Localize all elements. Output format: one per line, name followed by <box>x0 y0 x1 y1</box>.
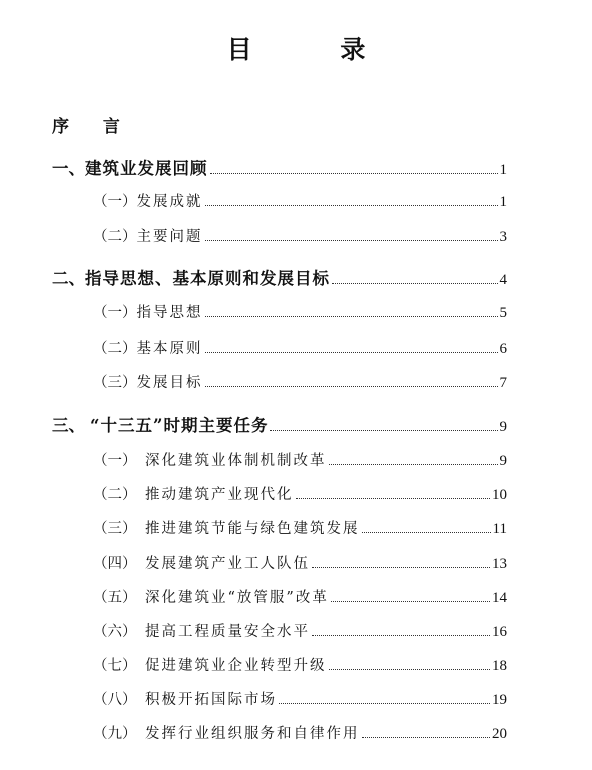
dot-leader <box>279 703 490 704</box>
toc-text: 深化建筑业“放管服”改革 <box>145 590 329 606</box>
toc-entry-3-3[interactable] <box>93 517 507 538</box>
toc-text: 发挥行业组织服务和自律作用 <box>145 726 360 742</box>
dot-leader <box>312 567 490 568</box>
toc-number: （五） <box>93 590 137 606</box>
dot-leader <box>205 386 498 387</box>
dot-leader <box>332 283 498 284</box>
toc-text: 积极开拓国际市场 <box>145 692 277 708</box>
toc-page-number: 9 <box>499 453 507 469</box>
toc-page-number: 18 <box>492 658 507 674</box>
toc-text: 推动建筑产业现代化 <box>145 487 294 503</box>
toc-entry-2-2[interactable] <box>93 337 507 358</box>
toc-entry-3-5[interactable] <box>93 586 507 607</box>
toc-page-number: 20 <box>492 726 507 742</box>
toc-entry-section-2[interactable] <box>52 265 507 289</box>
dot-leader <box>205 352 498 353</box>
toc-number: （三） <box>93 375 137 391</box>
toc-number: （九） <box>93 726 137 742</box>
preface-heading: 序 言 <box>52 117 134 137</box>
toc-page-number: 7 <box>499 375 507 391</box>
toc-entry-3-6[interactable] <box>93 620 507 641</box>
toc-text: 主要问题 <box>136 229 203 245</box>
toc-page-number: 9 <box>499 419 507 435</box>
toc-text: 促进建筑业企业转型升级 <box>145 658 327 674</box>
toc-entry-1-2[interactable] <box>93 225 507 246</box>
toc-entry-section-1[interactable] <box>52 155 507 179</box>
toc-number: （二） <box>93 487 137 503</box>
dot-leader <box>362 737 491 738</box>
toc-page-number: 6 <box>499 341 507 357</box>
dot-leader <box>296 498 491 499</box>
toc-number: （三） <box>93 521 137 537</box>
toc-page-number: 3 <box>499 229 507 245</box>
toc-number: （四） <box>93 556 137 572</box>
dot-leader <box>210 173 498 174</box>
dot-leader <box>331 601 490 602</box>
dot-leader <box>205 205 498 206</box>
toc-page-number: 14 <box>492 590 507 606</box>
toc-entry-3-4[interactable] <box>93 552 507 573</box>
toc-entry-2-1[interactable] <box>93 301 507 322</box>
toc-entry-3-2[interactable] <box>93 483 507 504</box>
toc-page-number: 1 <box>499 194 507 210</box>
toc-number: （七） <box>93 658 137 674</box>
toc-page-number: 11 <box>492 521 507 537</box>
page-title: 目 录 <box>226 35 406 64</box>
toc-number: （一） <box>93 453 137 469</box>
toc-entry-section-3[interactable] <box>52 412 507 436</box>
toc-page-number: 5 <box>499 305 507 321</box>
toc-entry-3-1[interactable] <box>93 449 507 470</box>
toc-entry-3-9[interactable] <box>93 722 507 743</box>
toc-page-number: 19 <box>492 692 507 708</box>
toc-entry-3-7[interactable] <box>93 654 507 675</box>
toc-page-number: 1 <box>499 162 507 178</box>
toc-text: 发展成就 <box>136 194 203 210</box>
toc-text: 发展目标 <box>136 375 203 391</box>
toc-entry-3-8[interactable] <box>93 688 507 709</box>
toc-number: （二） <box>93 341 137 357</box>
toc-page-number: 10 <box>492 487 507 503</box>
dot-leader <box>329 669 491 670</box>
toc-entry-1-1[interactable] <box>93 190 507 211</box>
toc-page-number: 4 <box>499 272 507 288</box>
toc-number: 一、 <box>52 159 85 178</box>
toc-number: 三、 <box>52 416 85 435</box>
toc-number: （一） <box>93 194 137 210</box>
toc-number: （一） <box>93 305 137 321</box>
dot-leader <box>362 532 491 533</box>
toc-text: 提高工程质量安全水平 <box>145 624 310 640</box>
dot-leader <box>329 464 498 465</box>
dot-leader <box>270 430 497 431</box>
toc-text: 指导思想 <box>136 305 203 321</box>
dot-leader <box>205 240 498 241</box>
toc-text: 指导思想、基本原则和发展目标 <box>85 269 330 288</box>
toc-entry-2-3[interactable] <box>93 371 507 392</box>
dot-leader <box>312 635 490 636</box>
toc-number: （二） <box>93 229 137 245</box>
toc-text: 建筑业发展回顾 <box>85 159 208 178</box>
toc-page-number: 13 <box>492 556 507 572</box>
toc-text: “十三五”时期主要任务 <box>90 416 269 435</box>
toc-text: 深化建筑业体制机制改革 <box>145 453 327 469</box>
toc-number: （八） <box>93 692 137 708</box>
toc-text: 推进建筑节能与绿色建筑发展 <box>145 521 360 537</box>
toc-number: 二、 <box>52 269 85 288</box>
toc-number: （六） <box>93 624 137 640</box>
toc-text: 基本原则 <box>136 341 203 357</box>
toc-page-number: 16 <box>492 624 507 640</box>
toc-text: 发展建筑产业工人队伍 <box>145 556 310 572</box>
dot-leader <box>205 316 498 317</box>
